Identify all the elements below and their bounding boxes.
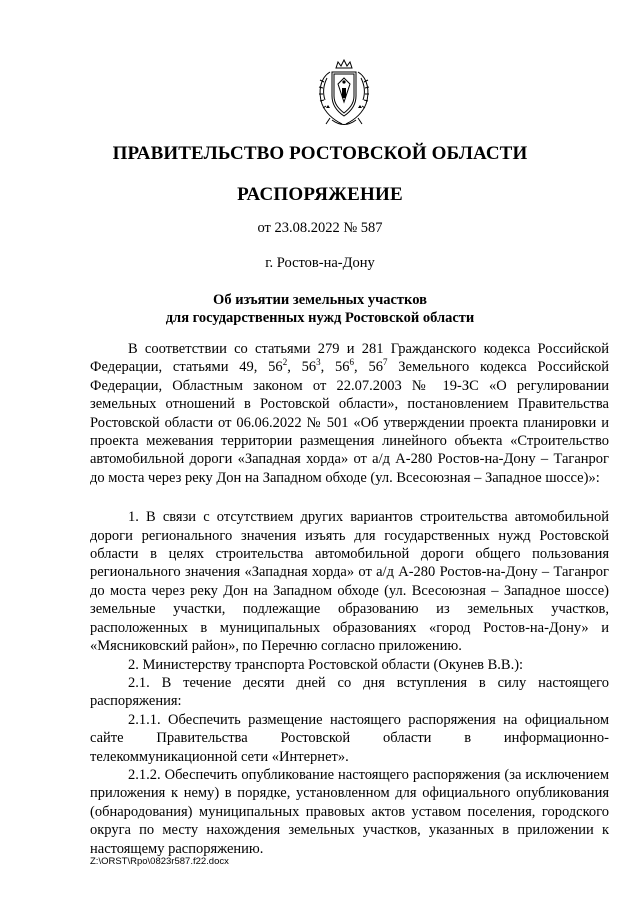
subject-line-1: Об изъятии земельных участков bbox=[213, 292, 427, 308]
superscript-2: 2 bbox=[282, 357, 288, 368]
paragraph-2: 2. Министерству транспорта Ростовской области (Окунев В.В.): bbox=[128, 656, 524, 673]
coat-of-arms-emblem bbox=[312, 58, 376, 130]
document-type-title: РАСПОРЯЖЕНИЕ bbox=[237, 184, 403, 205]
preamble-sep-1: , 56 bbox=[287, 359, 317, 376]
subject-line-2: для государственных нужд Ростовской области bbox=[165, 310, 475, 326]
preamble-text-2: Земельного кодекса Российской Федерации, Областным законом от 22.07.2003 № 19-ЗС «О регулировании земельных отношений в Ростовской области», постановлением Правительства Ростовской области от 06.06.2022 № 501 «Об утверждении проекта планировки и проекта межевания территории размещения линейного объекта «Строительство автомобильной дороги «Западная хорда» от а/д А-280 Ростов-на-Дону – Таганрог до моста через реку Дон на Западном обходе (ул. Всесоюзная – Западное шоссе)»: bbox=[90, 359, 609, 486]
paragraph-2-1-1: 2.1.1. Обеспечить размещение настоящего распоряжения на официальном сайте Правительства Ростовской области в информационно-телекоммуникационной сети «Интернет». bbox=[90, 711, 609, 765]
superscript-3: 3 bbox=[316, 357, 321, 368]
organization-title: ПРАВИТЕЛЬСТВО РОСТОВСКОЙ ОБЛАСТИ bbox=[112, 143, 528, 164]
preamble-sep-3: , 56 bbox=[354, 359, 383, 376]
preamble-paragraph bbox=[90, 340, 609, 487]
superscript-7: 7 bbox=[382, 357, 388, 368]
paragraph-2-1-2: 2.1.2. Обеспечить опубликование настоящего распоряжения (за исключением приложения к нему) в порядке, установленном для официального опубликования (обнародования) муниципальных правовых актов уставом поселения, городского округа по месту нахождения земельных участков, указанных в приложении к настоящему распоряжению. bbox=[90, 766, 609, 857]
superscript-6: 6 bbox=[349, 357, 355, 368]
document-city: г. Ростов-на-Дону bbox=[265, 255, 375, 271]
preamble-sep-2: , 56 bbox=[320, 359, 350, 376]
file-path-footer: Z:\ORST\Rpo\0823r587.f22.docx bbox=[90, 856, 229, 867]
document-date-number: от 23.08.2022 № 587 bbox=[257, 220, 383, 236]
paragraph-2-1: 2.1. В течение десяти дней со дня вступления в силу настоящего распоряжения: bbox=[90, 674, 609, 710]
paragraph-1: 1. В связи с отсутствием других вариантов строительства автомобильной дороги регионального значения изъять для государственных нужд Ростовской области в целях строительства автомобильной дороги общего пользования регионального значения «Западная хорда» от а/д А-280 Ростов-на-Дону – Таганрог до моста через реку Дон на Западном обходе (ул. Всесоюзная – Западное шоссе) земельные участки, подлежащие образованию из земельных участков, расположенных в муниципальных образованиях «город Ростов-на-Дону» и «Мясниковский район», по Перечню согласно приложению. bbox=[90, 509, 609, 655]
preamble-text-1: В соответствии со статьями 279 и 281 Гражданского кодекса Российской Федерации, статьями 49, 56 bbox=[90, 341, 609, 376]
document-body bbox=[90, 340, 609, 858]
